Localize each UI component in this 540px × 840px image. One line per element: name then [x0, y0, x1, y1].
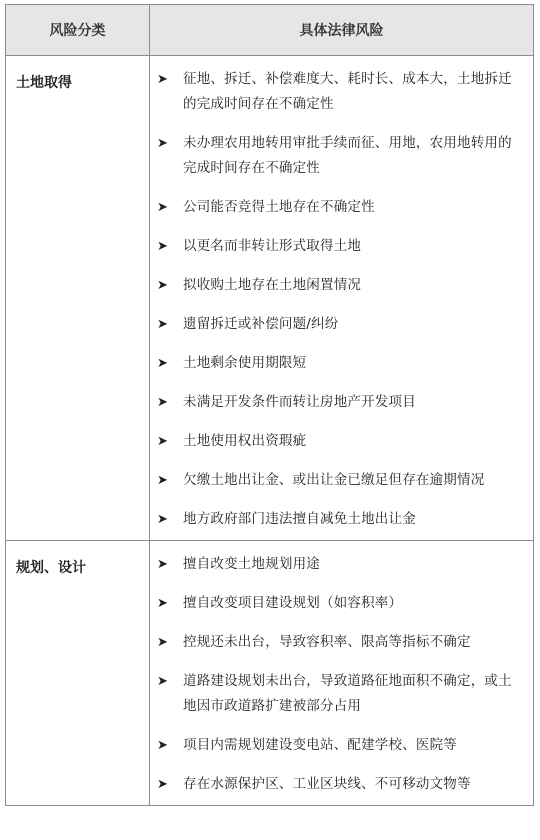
arrow-bullet-icon: ➤ [157, 239, 169, 254]
table-row [6, 56, 534, 541]
legal-risk-table [5, 4, 534, 806]
list-item [157, 234, 525, 259]
list-item [157, 312, 525, 337]
arrow-bullet-icon: ➤ [157, 596, 169, 611]
risk-item-text: 欠缴土地出让金、或出让金已缴足但存在逾期情况 [183, 472, 485, 488]
category-planning-design: 规划、设计 [6, 541, 150, 806]
list-item [157, 273, 525, 298]
arrow-bullet-icon: ➤ [157, 434, 169, 449]
risk-item-text: 征地、拆迁、补偿难度大、耗时长、成本大，土地拆迁的完成时间存在不确定性 [183, 71, 512, 112]
risk-item-text: 控规还未出台，导致容积率、限高等指标不确定 [183, 634, 471, 650]
risk-item-text: 未办理农用地转用审批手续而征、用地，农用地转用的完成时间存在不确定性 [183, 135, 512, 176]
risk-item-text: 公司能否竞得土地存在不确定性 [183, 199, 375, 215]
arrow-bullet-icon: ➤ [157, 512, 169, 527]
risk-item-text: 地方政府部门违法擅自减免土地出让金 [183, 511, 416, 527]
table-row [6, 541, 534, 806]
risk-item-text: 存在水源保护区、工业区块线、不可移动文物等 [183, 776, 471, 792]
risk-item-text: 拟收购土地存在土地闲置情况 [183, 277, 362, 293]
risk-items-cell [150, 541, 534, 806]
list-item [157, 552, 525, 577]
risk-item-text: 擅自改变项目建设规划（如容积率） [183, 595, 403, 611]
list-item [157, 733, 525, 758]
risk-list-land-acquisition [157, 67, 525, 532]
list-item [157, 591, 525, 616]
risk-item-text: 土地使用权出资瑕疵 [183, 433, 307, 449]
arrow-bullet-icon: ➤ [157, 136, 169, 151]
category-land-acquisition: 土地取得 [6, 56, 150, 541]
risk-items-cell [150, 56, 534, 541]
arrow-bullet-icon: ➤ [157, 317, 169, 332]
table-header-row [6, 5, 534, 56]
risk-item-text: 土地剩余使用期限短 [183, 355, 307, 371]
header-specific-legal-risk: 具体法律风险 [150, 5, 534, 56]
arrow-bullet-icon: ➤ [157, 200, 169, 215]
list-item [157, 131, 525, 181]
arrow-bullet-icon: ➤ [157, 278, 169, 293]
list-item [157, 390, 525, 415]
arrow-bullet-icon: ➤ [157, 395, 169, 410]
arrow-bullet-icon: ➤ [157, 738, 169, 753]
risk-list-planning-design [157, 552, 525, 797]
arrow-bullet-icon: ➤ [157, 777, 169, 792]
list-item [157, 195, 525, 220]
list-item [157, 351, 525, 376]
list-item [157, 507, 525, 532]
risk-item-text: 擅自改变土地规划用途 [183, 556, 320, 572]
risk-item-text: 未满足开发条件而转让房地产开发项目 [183, 394, 416, 410]
risk-item-text: 以更名而非转让形式取得土地 [183, 238, 362, 254]
list-item [157, 429, 525, 454]
arrow-bullet-icon: ➤ [157, 674, 169, 689]
list-item [157, 630, 525, 655]
risk-item-text: 道路建设规划未出台，导致道路征地面积不确定，或土地因市政道路扩建被部分占用 [183, 673, 512, 714]
header-risk-category: 风险分类 [6, 5, 150, 56]
arrow-bullet-icon: ➤ [157, 72, 169, 87]
risk-item-text: 遗留拆迁或补偿问题/纠纷 [183, 316, 339, 332]
arrow-bullet-icon: ➤ [157, 356, 169, 371]
arrow-bullet-icon: ➤ [157, 557, 169, 572]
arrow-bullet-icon: ➤ [157, 635, 169, 650]
arrow-bullet-icon: ➤ [157, 473, 169, 488]
list-item [157, 67, 525, 117]
list-item [157, 468, 525, 493]
list-item [157, 772, 525, 797]
risk-item-text: 项目内需规划建设变电站、配建学校、医院等 [183, 737, 457, 753]
list-item [157, 669, 525, 719]
